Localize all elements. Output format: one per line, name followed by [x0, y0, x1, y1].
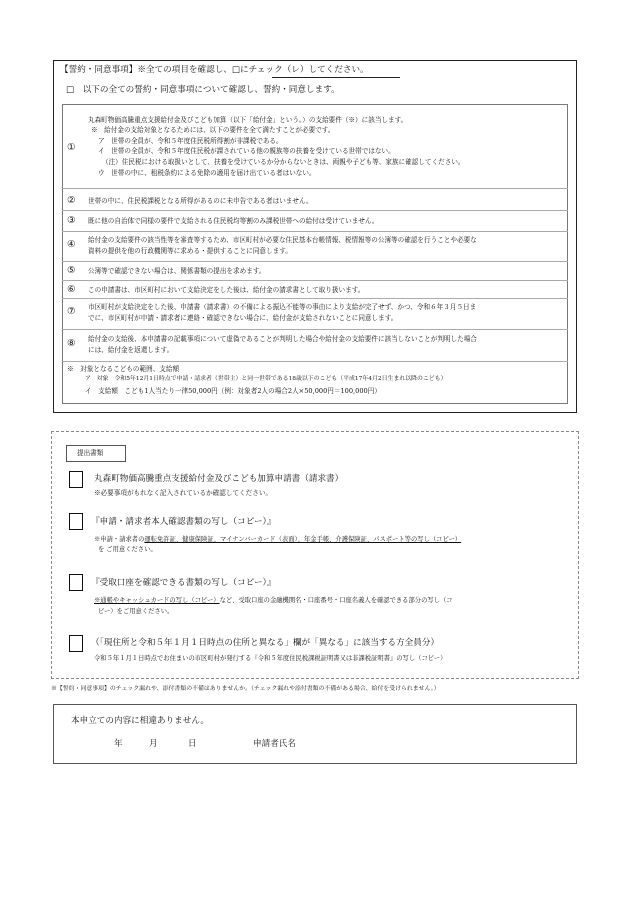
doc-2-note [94, 537, 461, 543]
item-2-number: ② [67, 195, 76, 206]
doc-3-note [94, 598, 453, 604]
item-8-line: 給付金の支給後、本申請書の記載事項について虚偽であることが判明した場合や給付金の支給要件に該当しないことが判明した場合 [88, 335, 477, 343]
doc-4-checkbox[interactable] [69, 635, 83, 652]
doc-2-note-ids: 運転免許証、健康保険証、マイナンバーカード（表面）、年金手帳、介護保険証、パスポート等の写し（コピー） [144, 536, 462, 543]
item-1-line: 丸森町物価高騰重点支援給付金及びこども加算（以下「給付金」という。）の支給要件（※）に該当します。 [88, 116, 408, 124]
row-divider [62, 188, 568, 189]
documents-title: 提出書類 [77, 449, 104, 457]
item-8-line: には、給付金を返還します。 [88, 346, 174, 354]
year-label: 年 [114, 739, 123, 749]
doc-4-note: 令和５年１月１日時点でお住まいの市区町村が発行する『令和５年度住民税課税証明書又は非課税証明書』の写し（コピー） [94, 655, 447, 662]
doc-4-title: （「現住所と令和５年１月１日時点の住所と異なる」欄が「異なる」に該当する方全員分） [91, 638, 440, 648]
doc-2-note-end: を ご用意ください。 [98, 546, 157, 553]
footnote-line: ※ 対象となるこどもの範囲、支給額 [67, 365, 180, 373]
doc-3-note-underlined: ※通帳やキャッシュカードの写し（コピー） [94, 597, 220, 604]
day-label: 日 [188, 739, 197, 749]
item-5-number: ⑤ [67, 265, 76, 276]
item-5-text: 公簿等で確認できない場合は、関係書類の提出を求めます。 [88, 267, 266, 275]
row-divider [62, 329, 568, 330]
item-4-line: 給付金の支給要件の該当性等を審査等するため、市区町村が必要な住民基本台帳情報、税情報等の公簿等の確認を行うことや必要な [88, 236, 477, 244]
item-1-number: ① [67, 142, 76, 153]
signature-section [53, 704, 577, 764]
doc-3-title: 『受取口座を確認できる書類の写し（コピー）』 [91, 578, 276, 588]
row-divider [62, 280, 568, 281]
doc-3-note-end: ピー）をご用意ください。 [98, 608, 174, 615]
row-divider [62, 361, 568, 362]
doc-1-title: 丸森町物価高騰重点支援給付金及びこども加算申請書（請求書） [94, 474, 344, 484]
applicant-name-label: 申請者氏名 [253, 739, 296, 749]
doc-3-checkbox[interactable] [69, 574, 83, 591]
row-divider [62, 261, 568, 262]
doc-3-note-rest: など、受取口座の金融機関名・口座番号・口座名義人を確認できる部分の写し（コ [219, 597, 453, 604]
item-7-line: でに、市区町村が申請・請求者に連絡・確認できない場合に、給付金が支給されないことに同意します。 [88, 314, 398, 322]
bottom-note: ※【誓約・同意事項】のチェック漏れや、添付書類の不備はありませんか。（チェック漏れや添付書類の不備がある場合、給付を受けられません。） [51, 686, 440, 692]
item-3-text: 既に他の自治体で同様の要件で支給される住民税均等割のみ課税世帯への給付は受けていません。 [88, 217, 379, 225]
item-8-number: ⑧ [67, 338, 76, 349]
item-4-number: ④ [67, 239, 76, 250]
item-1-line: ア 世帯の全員が、令和５年度住民税所得割が非課税である。 [98, 137, 283, 145]
heading-underline [272, 77, 400, 78]
item-1-line: ウ 世帯の中に、租税条約による免除の適用を届け出ている者はいない。 [98, 169, 316, 177]
item-7-number: ⑦ [67, 306, 76, 317]
item-7-line: 市区町村が支給決定をした後、申請書（請求書）の不備による振込不能等の事由により支給が完了せず、かつ、令和６年３月５日ま [88, 303, 477, 311]
item-2-text: 世帯の中に、住民税課税となる所得があるのに未申告である者はいません。 [88, 197, 313, 205]
footnote-line: イ 支給額 こども1人当たり一律50,000円（例：対象者2人の場合2人×50,000円＝100,000円） [85, 387, 381, 395]
item-1-line: イ 世帯の全員が、令和５年度住民税が課されている他の親族等の扶養を受けている世帯ではない。 [98, 147, 395, 155]
item-1-line: （注）住民税における取扱いとして、扶養を受けているか分からないときは、両親や子ども等、家族に確認してください。 [102, 158, 465, 166]
item-3-number: ③ [67, 215, 76, 226]
doc-2-title: 『申請・請求者本人確認書類の写し（コピー）』 [91, 517, 276, 527]
doc-2-checkbox[interactable] [69, 513, 83, 530]
confirmation-statement: 本申立ての内容に相違ありません。 [71, 716, 210, 726]
footnote-line: ア 対象 令和5年12月1日時点で申請・請求者（世帯主）と同一世帯である18歳以下のこども（平成17年4月2日生まれ以降のこども） [85, 376, 447, 382]
month-label: 月 [149, 739, 158, 749]
item-1-line: ※ 給付金の支給対象となるためには、以下の要件を全て満たすことが必要です。 [91, 126, 335, 134]
item-4-line: 資料の提供を他の行政機関等に求める・提供することに同意します。 [88, 247, 292, 255]
row-divider [62, 231, 568, 232]
doc-2-note-prefix: ※申請・請求者の [94, 536, 145, 543]
doc-1-checkbox[interactable] [69, 471, 83, 488]
row-divider [62, 298, 568, 299]
doc-1-note: ※必要事項がもれなく記入されているか確認してください。 [94, 489, 273, 497]
item-6-number: ⑥ [67, 284, 76, 295]
agree-all-checkbox-line[interactable]: □ 以下の全ての誓約・同意事項について確認し、誓約・同意します。 [66, 85, 340, 95]
pledge-heading: 【誓約・同意事項】※全ての項目を確認し、□にチェック（レ）してください。 [60, 65, 369, 75]
item-6-text: この申請書は、市区町村において支給決定をした後は、給付金の請求書として取り扱います。 [88, 286, 365, 294]
row-divider [62, 210, 568, 211]
